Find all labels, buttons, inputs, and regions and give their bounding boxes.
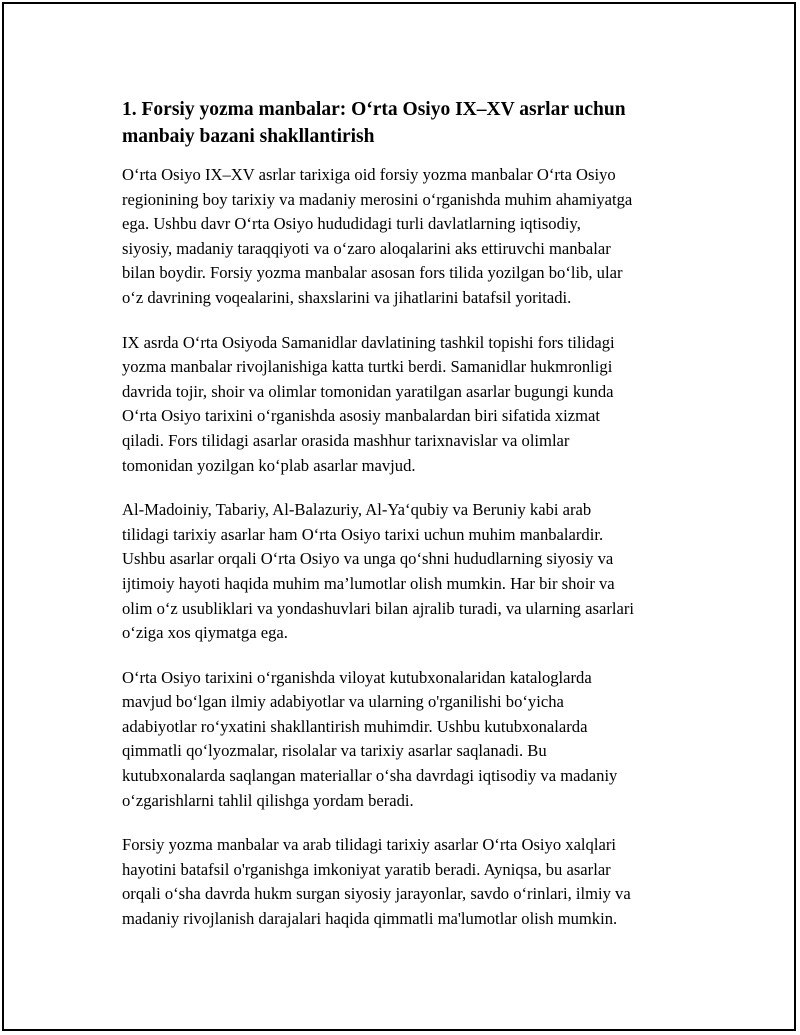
section-heading xyxy=(122,96,694,150)
paragraph-line: bilan boydir. Forsiy yozma manbalar asosan fors tilida yozilgan bo‘lib, ular xyxy=(122,263,623,283)
paragraph-line: o‘z davrining voqealarini, shaxslarini va jihatlarini batafsil yoritadi. xyxy=(122,287,572,307)
paragraph-line: O‘rta Osiyo tarixini o‘rganishda asosiy manbalardan biri sifatida xizmat xyxy=(122,406,601,426)
paragraph xyxy=(122,498,694,646)
document-body xyxy=(122,96,694,952)
paragraph-line: O‘rta Osiyo tarixini o‘rganishda viloyat kutubxonalaridan kataloglarda xyxy=(122,667,592,687)
paragraph-line: davrida tojir, shoir va olimlar tomonidan yaratilgan asarlar bugungi kunda xyxy=(122,381,614,401)
paragraph-line: kutubxonalarda saqlangan materiallar o‘sha davrdagi iqtisodiy va madaniy xyxy=(122,766,618,786)
paragraph-line: IX asrda O‘rta Osiyoda Samanidlar davlatining tashkil topishi fors tilidagi xyxy=(122,332,615,352)
paragraph-line: ijtimoiy hayoti haqida muhim ma’lumotlar olish mumkin. Har bir shoir va xyxy=(122,573,615,593)
paragraph-line: o‘ziga xos qiymatga ega. xyxy=(122,623,288,643)
paragraph xyxy=(122,666,694,814)
page-frame xyxy=(2,2,796,1031)
paragraph-line: Forsiy yozma manbalar va arab tilidagi tarixiy asarlar O‘rta Osiyo xalqlari xyxy=(122,835,616,855)
paragraph xyxy=(122,163,694,311)
paragraph-line: olim o‘z usubliklari va yondashuvlari bilan ajralib turadi, va ularning asarlari xyxy=(122,598,634,618)
paragraph-line: tilidagi tarixiy asarlar ham O‘rta Osiyo tarixi uchun muhim manbalardir. xyxy=(122,524,604,544)
paragraph-line: hayotini batafsil o'rganishga imkoniyat yaratib beradi. Ayniqsa, bu asarlar xyxy=(122,859,611,879)
paragraph xyxy=(122,833,694,931)
paragraph-line: o‘zgarishlarni tahlil qilishga yordam beradi. xyxy=(122,790,414,810)
paragraph-line: madaniy rivojlanish darajalari haqida qimmatli ma'lumotlar olish mumkin. xyxy=(122,909,618,929)
paragraph-line: qiladi. Fors tilidagi asarlar orasida mashhur tarixnavislar va olimlar xyxy=(122,430,570,450)
paragraph-line: yozma manbalar rivojlanishiga katta turtki berdi. Samanidlar hukmronligi xyxy=(122,357,613,377)
paragraph-line: Ushbu asarlar orqali O‘rta Osiyo va unga qo‘shni hududlarning siyosiy va xyxy=(122,549,614,569)
paragraph-line: siyosiy, madaniy taraqqiyoti va o‘zaro aloqalarini aks ettiruvchi manbalar xyxy=(122,238,611,258)
heading-line: manbaiy bazani shakllantirish xyxy=(122,126,375,147)
paragraph-line: regionining boy tarixiy va madaniy merosini o‘rganishda muhim ahamiyatga xyxy=(122,189,633,209)
paragraph xyxy=(122,331,694,479)
paragraph-line: O‘rta Osiyo IX–XV asrlar tarixiga oid forsiy yozma manbalar O‘rta Osiyo xyxy=(122,165,616,184)
paragraph-line: orqali o‘sha davrda hukm surgan siyosiy jarayonlar, savdo o‘rinlari, ilmiy va xyxy=(122,884,631,904)
paragraph-line: qimmatli qo‘lyozmalar, risolalar va tarixiy asarlar saqlanadi. Bu xyxy=(122,741,547,761)
paragraph-line: tomonidan yozilgan ko‘plab asarlar mavjud. xyxy=(122,455,416,475)
heading-line: 1. Forsiy yozma manbalar: O‘rta Osiyo IX–XV asrlar uchun xyxy=(122,99,626,120)
paragraph-line: ega. Ushbu davr O‘rta Osiyo hududidagi turli davlatlarning iqtisodiy, xyxy=(122,214,581,234)
paragraph-line: Al-Madoiniy, Tabariy, Al-Balazuriy, Al-Ya‘qubiy va Beruniy kabi arab xyxy=(122,500,592,520)
paragraph-line: mavjud bo‘lgan ilmiy adabiyotlar va ularning o'rganilishi bo‘yicha xyxy=(122,692,564,712)
paragraph-line: adabiyotlar ro‘yxatini shakllantirish muhimdir. Ushbu kutubxonalarda xyxy=(122,716,588,736)
